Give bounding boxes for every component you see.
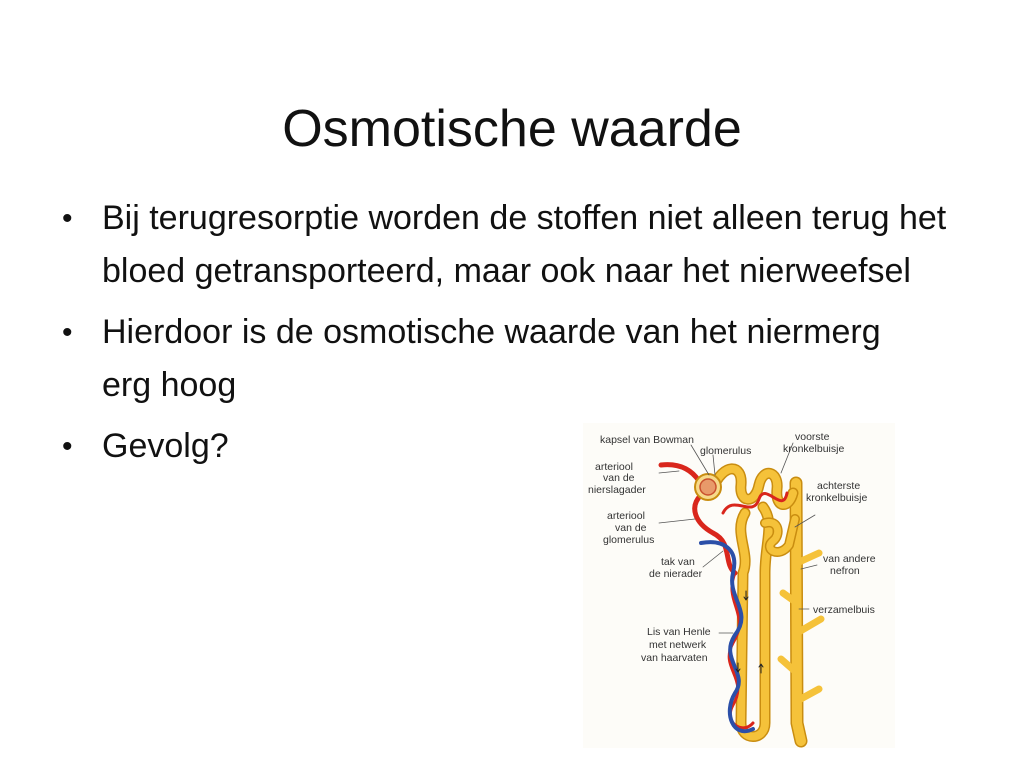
slide-title: Osmotische waarde xyxy=(282,99,742,158)
label-distal-tubule-1: achterste xyxy=(817,480,861,492)
afferent-arteriole xyxy=(661,465,699,481)
nephron-illustration xyxy=(583,423,895,748)
label-vein-branch-2: de nierader xyxy=(649,568,703,580)
bullet-dot-icon: • xyxy=(62,430,73,463)
label-vein-branch-1: tak van xyxy=(661,556,695,568)
label-collecting-duct: verzamelbuis xyxy=(813,604,875,616)
loop-of-henle-fill xyxy=(741,507,769,737)
label-proximal-tubule-1: voorste xyxy=(795,431,830,443)
label-efferent-2: van de xyxy=(615,522,647,534)
label-distal-tubule-2: kronkelbuisje xyxy=(806,492,868,504)
label-afferent-2: van de xyxy=(603,472,635,484)
label-loop-of-henle-2: met netwerk xyxy=(649,639,707,651)
label-efferent-1: arteriool xyxy=(607,510,645,522)
bullet-dot-icon: • xyxy=(62,202,73,235)
bullet-text: Gevolg? xyxy=(102,427,229,465)
nephron-diagram xyxy=(583,423,895,748)
label-glomerulus: glomerulus xyxy=(700,445,752,457)
label-other-nephron-2: nefron xyxy=(830,565,860,577)
label-afferent-1: arteriool xyxy=(595,461,633,473)
label-proximal-tubule-2: kronkelbuisje xyxy=(783,443,845,455)
bullet-dot-icon: • xyxy=(62,316,73,349)
bullet-item xyxy=(62,192,962,298)
label-loop-of-henle-1: Lis van Henle xyxy=(647,626,711,638)
label-bowman-capsule: kapsel van Bowman xyxy=(600,434,694,446)
bullet-text: Hierdoor is de osmotische waarde van het niermerg erg hoog xyxy=(102,313,881,404)
glomerulus xyxy=(700,479,716,495)
label-efferent-3: glomerulus xyxy=(603,534,655,546)
label-other-nephron-1: van andere xyxy=(823,553,876,565)
bullet-text: Bij terugresorptie worden de stoffen niet alleen terug het bloed getransporteerd, maar ook naar het nierweefsel xyxy=(102,199,947,290)
label-afferent-3: nierslagader xyxy=(588,484,646,496)
label-loop-of-henle-3: van haarvaten xyxy=(641,652,708,664)
bullet-item xyxy=(62,306,962,412)
